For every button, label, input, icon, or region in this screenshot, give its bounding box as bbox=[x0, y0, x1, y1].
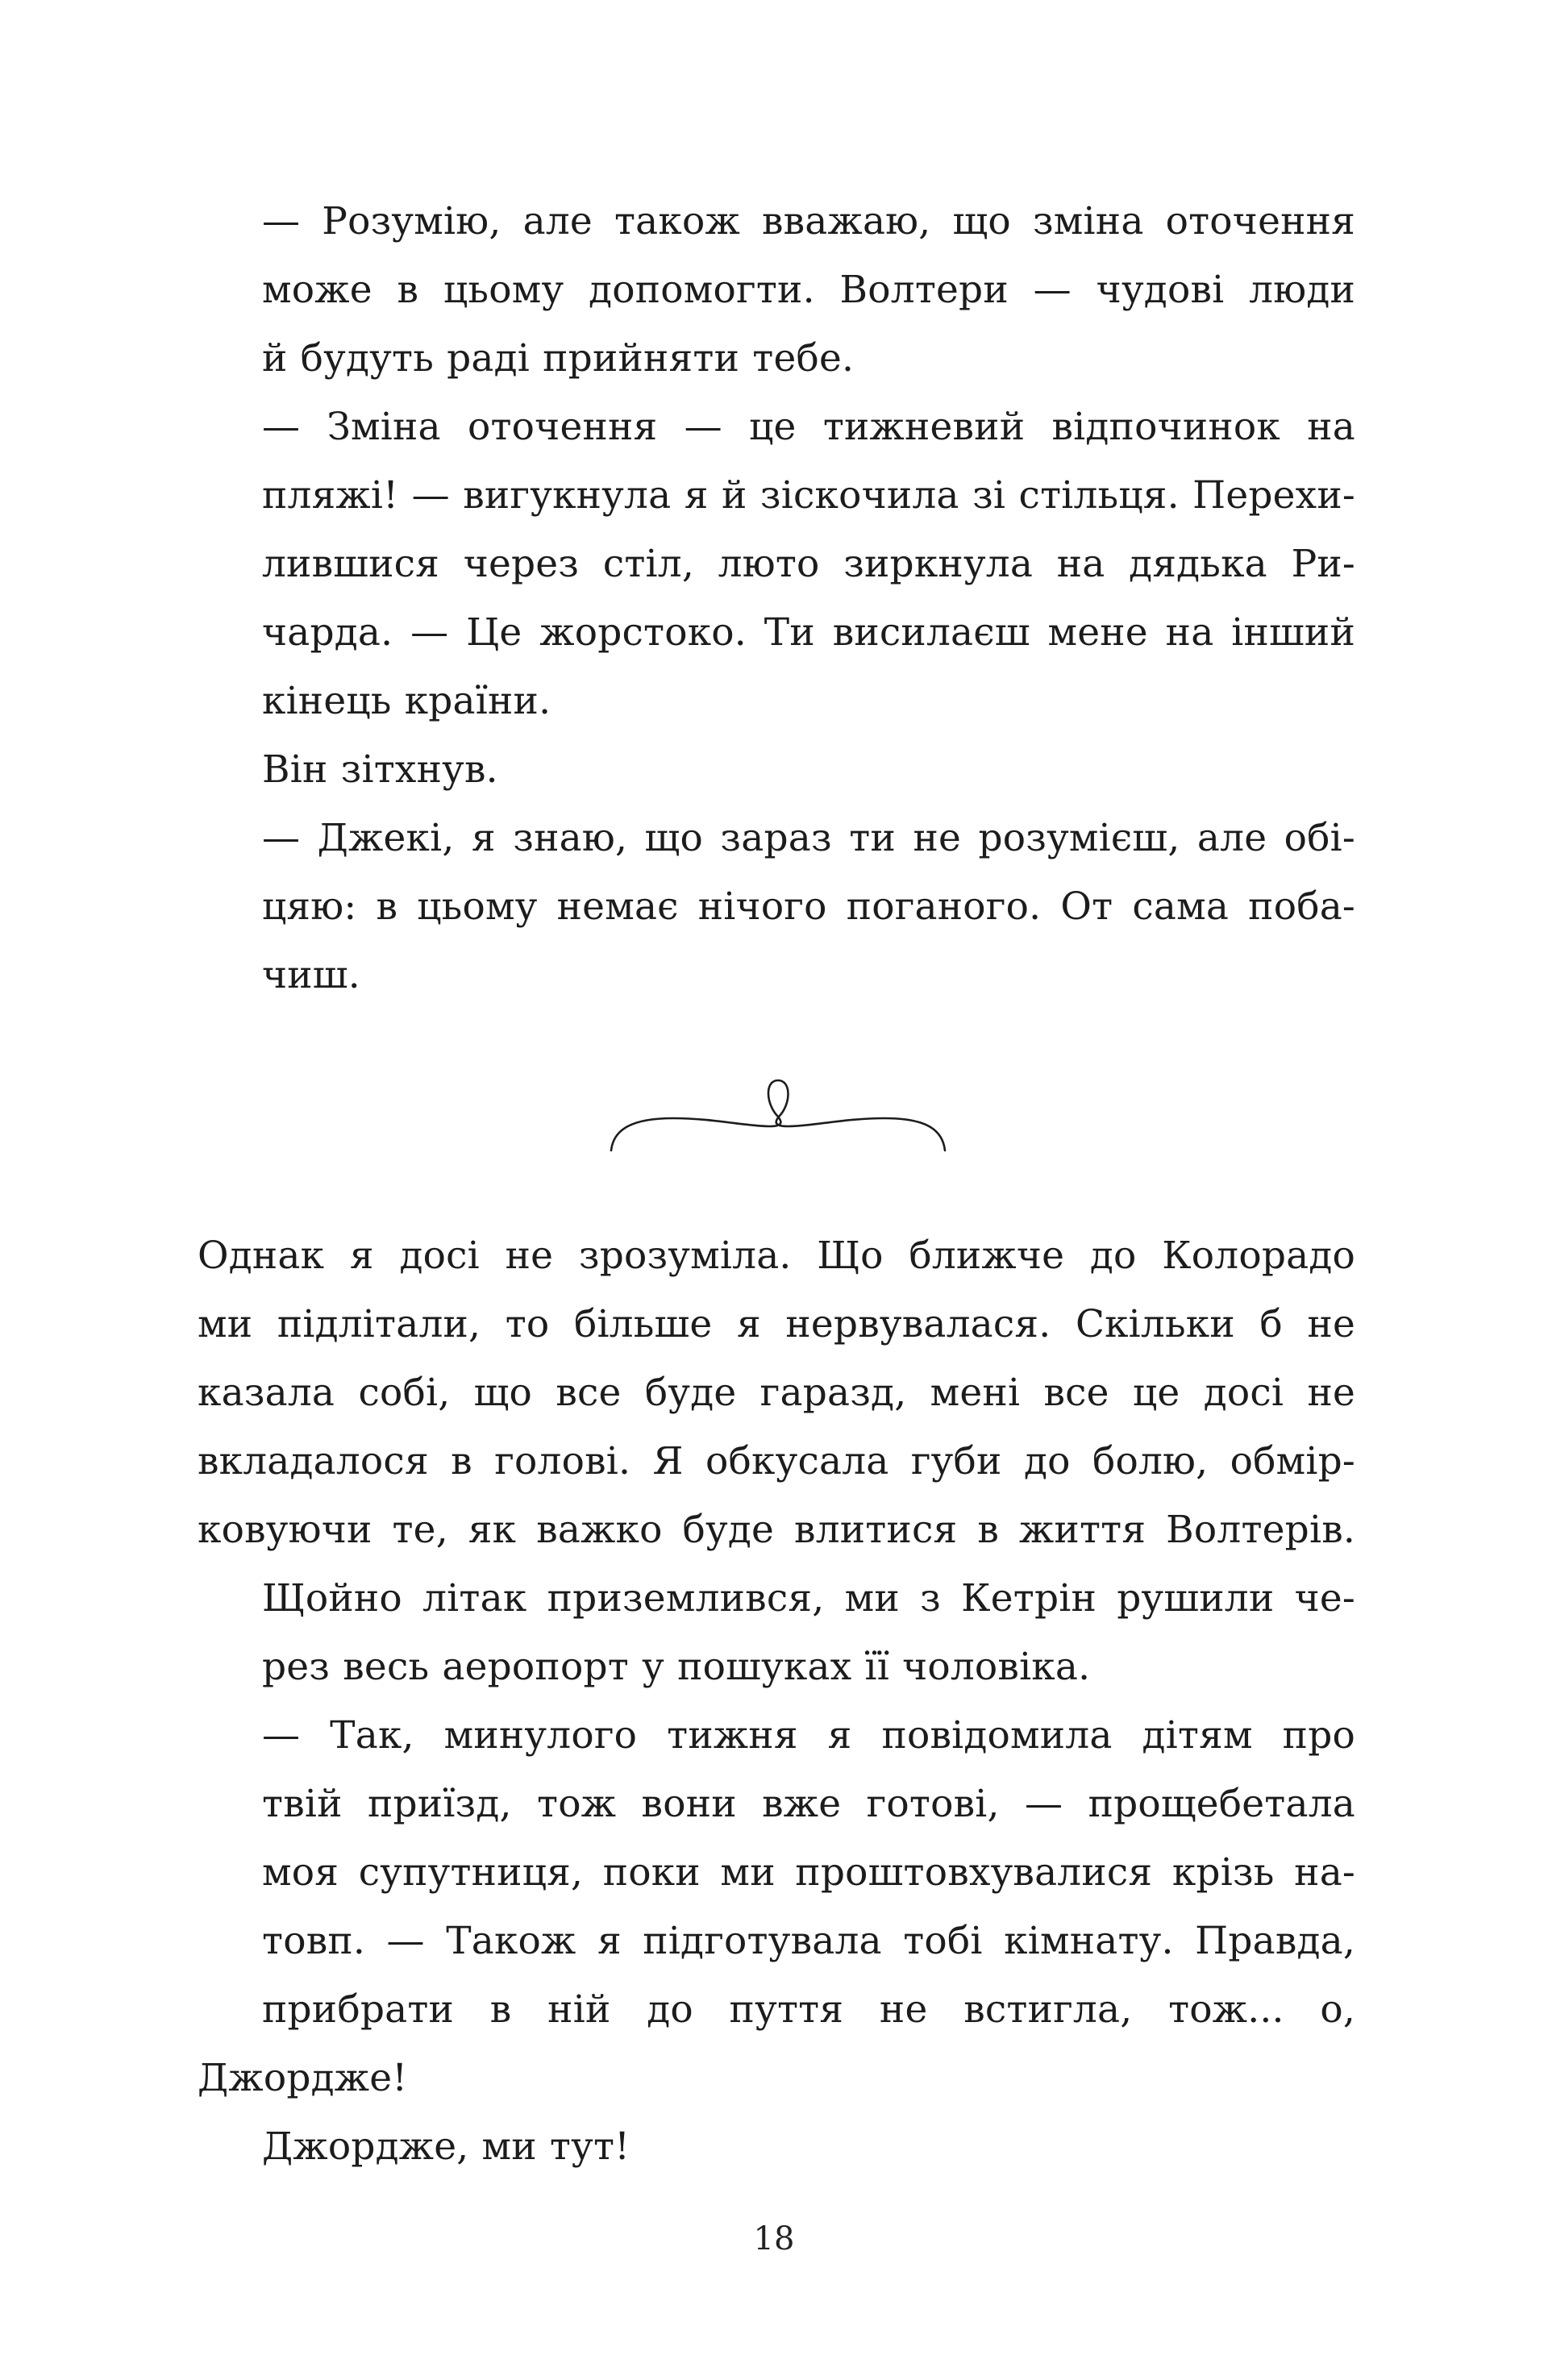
paragraph bbox=[198, 187, 1355, 393]
text-line: чиш. bbox=[262, 953, 360, 997]
text-line: чарда. — Це жорстоко. Ти висилаєш мене на інший bbox=[262, 610, 1355, 655]
text-line: цяю: в цьому немає нічого поганого. От сама поба- bbox=[262, 884, 1355, 929]
text-line: моя супутниця, поки ми проштовхувалися крізь на- bbox=[262, 1850, 1355, 1895]
text-line: пляжі! — вигукнула я й зіскочила зі стільця. Перехи- bbox=[262, 473, 1355, 518]
text-line: лившися через стіл, люто зиркнула на дядька Ри- bbox=[262, 542, 1355, 586]
text-line: — Зміна оточення — це тижневий відпочинок на bbox=[262, 405, 1355, 449]
paragraph bbox=[198, 393, 1355, 735]
text-line: товп. — Також я підготувала тобі кімнату. Правда, bbox=[262, 1919, 1355, 1963]
text-block-before-divider bbox=[198, 187, 1355, 1009]
paragraph bbox=[198, 735, 1355, 804]
text-line: — Розумію, але також вважаю, що зміна оточення bbox=[262, 199, 1355, 243]
flourish-divider-icon bbox=[609, 1076, 947, 1153]
text-line: — Джекі, я знаю, що зараз ти не розумієш, але обі- bbox=[262, 816, 1355, 860]
text-line: вкладалося в голові. Я обкусала губи до болю, обмір- bbox=[198, 1439, 1355, 1483]
text-line: рез весь аеропорт у пошуках її чоловіка. bbox=[262, 1645, 1091, 1689]
text-line: ковуючи те, як важко буде влитися в життя Волтерів. bbox=[198, 1508, 1355, 1552]
paragraph bbox=[198, 1564, 1355, 1701]
text-line: — Так, минулого тижня я повідомила дітям про bbox=[262, 1713, 1355, 1758]
text-line: казала собі, що все буде гаразд, мені все це досі не bbox=[198, 1371, 1355, 1415]
text-line: може в цьому допомогти. Волтери — чудові люди bbox=[262, 268, 1355, 312]
text-line: ми підлітали, то більше я нервувалася. Скільки б не bbox=[198, 1302, 1355, 1346]
text-line: Однак я досі не зрозуміла. Що ближче до Колорадо bbox=[198, 1234, 1355, 1278]
page-number: 18 bbox=[753, 2220, 795, 2257]
text-line: Джордже, ми тут! bbox=[262, 2124, 630, 2169]
paragraph bbox=[198, 1221, 1355, 1564]
text-line: кінець країни. bbox=[262, 679, 551, 723]
text-line: прибрати в ній до пуття не встигла, тож... о, Джордже! bbox=[198, 1987, 1355, 2100]
text-line: твій приїзд, тож вони вже готові, — прощебетала bbox=[262, 1782, 1355, 1826]
text-line: Щойно літак приземлився, ми з Кетрін рушили че- bbox=[262, 1576, 1355, 1621]
paragraph bbox=[198, 1701, 1355, 2181]
text-line: й будуть раді прийняти тебе. bbox=[262, 336, 855, 381]
text-block-after-divider bbox=[198, 1221, 1355, 2181]
text-line: Він зітхнув. bbox=[262, 747, 498, 792]
paragraph bbox=[198, 804, 1355, 1009]
